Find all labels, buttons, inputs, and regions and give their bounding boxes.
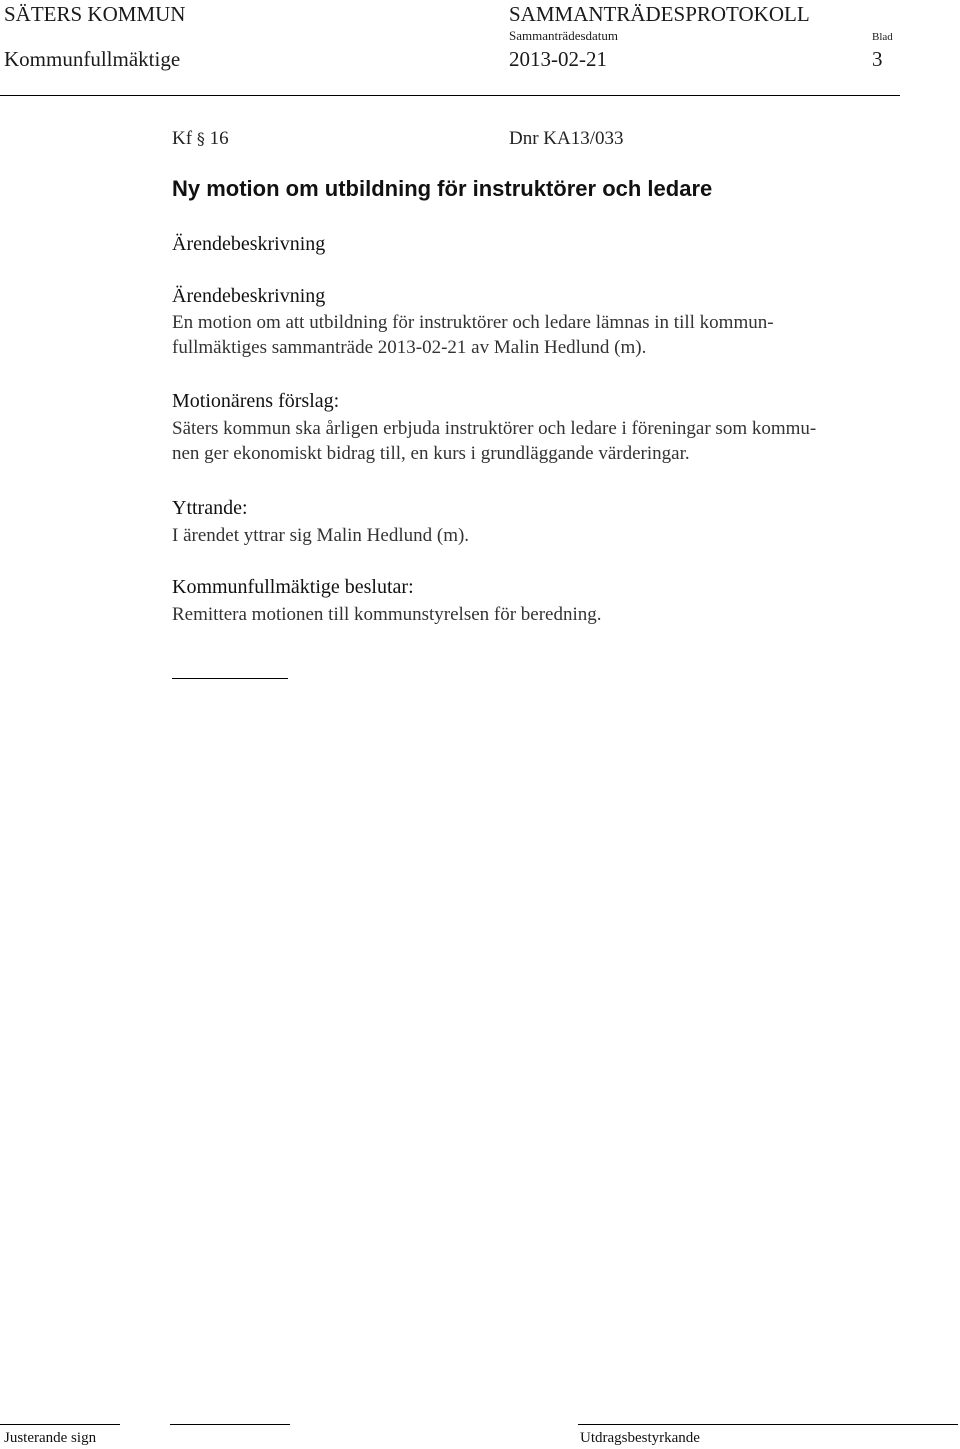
footer-certification-label: Utdragsbestyrkande: [580, 1430, 700, 1446]
paragraph-number: 16: [209, 128, 229, 149]
case-title: Ny motion om utbildning för instruktörer och ledare: [172, 176, 713, 201]
section-heading-description: Ärendebeskrivning: [172, 233, 326, 255]
municipality-name: SÄTERS KOMMUN: [4, 2, 186, 26]
proposal-label: Motionärens förslag:: [172, 390, 340, 412]
decision-text: Remittera motionen till kommunstyrelsen för beredning.: [172, 604, 602, 625]
description-paragraph: [172, 310, 952, 360]
footer-rule-right: [578, 1424, 958, 1425]
decision-label: Kommunfullmäktige beslutar:: [172, 576, 414, 598]
page-label: Blad: [872, 31, 893, 43]
statement-text: I ärendet yttrar sig Malin Hedlund (m).: [172, 525, 470, 546]
description-line: En motion om att utbildning för instruktörer och ledare lämnas in till kommun-: [172, 312, 774, 333]
proposal-line: Säters kommun ska årligen erbjuda instruktörer och ledare i föreningar som kommu-: [172, 418, 817, 439]
diary-number: Dnr KA13/033: [509, 128, 624, 149]
paragraph-reference: [172, 125, 229, 152]
statement-label: Yttrande:: [172, 497, 248, 519]
meeting-body: Kommunfullmäktige: [4, 47, 181, 71]
date-label: Sammanträdesdatum: [509, 28, 619, 43]
footer-rule-middle: [170, 1424, 290, 1425]
paragraph-prefix: Kf: [172, 128, 193, 149]
document-type: SAMMANTRÄDESPROTOKOLL: [509, 2, 810, 26]
section-symbol: §: [196, 129, 205, 148]
footer-sign-label: Justerande sign: [4, 1430, 97, 1446]
section-heading-description-repeat: Ärendebeskrivning: [172, 285, 326, 307]
proposal-paragraph: [172, 416, 952, 466]
end-of-paragraph-rule: [172, 678, 288, 679]
footer-rule-left: [0, 1424, 120, 1425]
proposal-line: nen ger ekonomiskt bidrag till, en kurs i grundläggande värderingar.: [172, 443, 690, 464]
header-rule: [0, 95, 900, 96]
page-number: 3: [872, 47, 883, 71]
description-line: fullmäktiges sammanträde 2013-02-21 av Malin Hedlund (m).: [172, 337, 647, 358]
meeting-date: 2013-02-21: [509, 47, 607, 71]
